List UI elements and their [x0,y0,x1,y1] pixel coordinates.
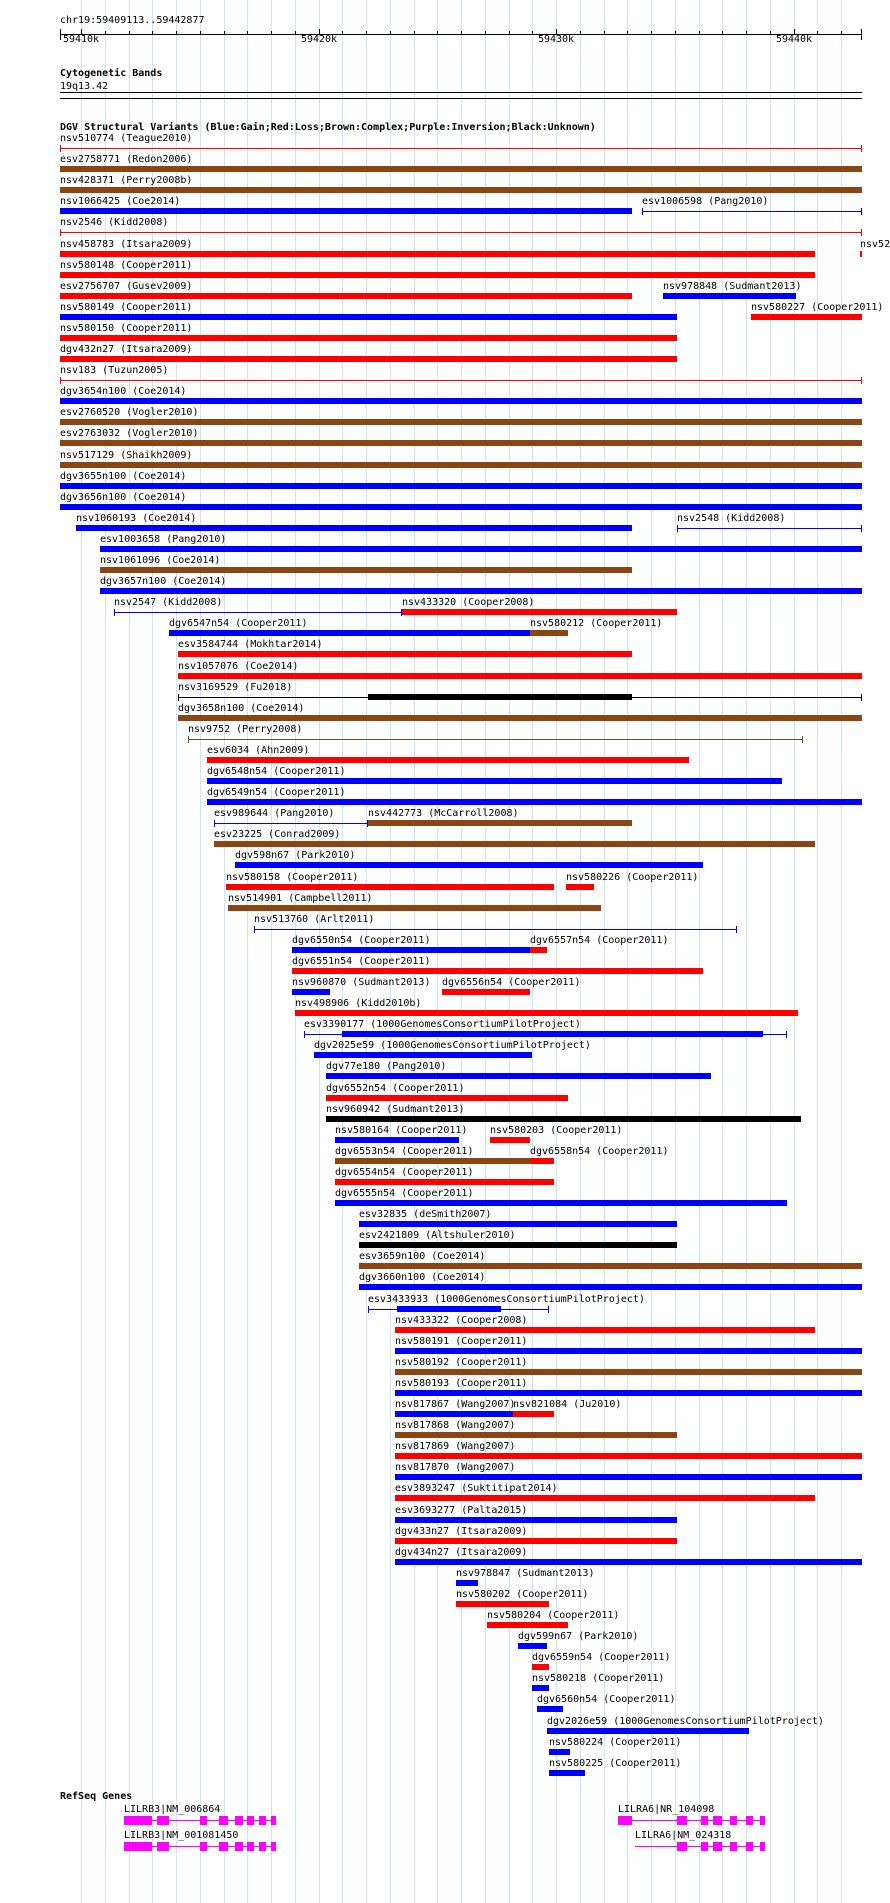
variant-label: nsv580226 (Cooper2011) [566,872,699,883]
variant-line[interactable] [214,823,368,824]
variant-bar[interactable] [490,1137,530,1143]
gene-exon[interactable] [271,1842,276,1851]
ruler-tick [247,31,248,35]
variant-label: dgv77e180 (Pang2010) [326,1061,447,1072]
variant-line[interactable] [677,528,862,529]
variant-bar[interactable] [532,1664,549,1670]
grid-line [247,0,248,1903]
variant-bar[interactable] [359,1263,862,1269]
variant-bar[interactable] [547,1728,749,1734]
variant-bar[interactable] [60,419,862,425]
ruler-tick [105,31,106,35]
variant-bar[interactable] [207,778,782,784]
ruler-tick [675,31,676,35]
gene-label[interactable]: LILRA6|NM_024318 [635,1830,732,1841]
variant-bar[interactable] [663,293,796,299]
variant-label: nsv580148 (Cooper2011) [60,260,193,271]
grid-line [817,0,818,1903]
variant-label: nsv2547 (Kidd2008) [114,597,223,608]
gene-exon[interactable] [219,1816,228,1825]
ruler-tick [509,31,510,35]
ruler-tick [295,31,296,35]
gene-exon[interactable] [124,1842,152,1851]
gene-exon[interactable] [746,1816,753,1825]
ruler-end-tick [60,29,61,40]
cytoband-line [60,92,862,93]
variant-line-end [861,145,862,152]
variant-bar[interactable] [169,630,530,636]
variant-label: esv2763032 (Vogler2010) [60,428,199,439]
gene-exon[interactable] [271,1816,276,1825]
gene-exon[interactable] [677,1842,687,1851]
variant-label: esv1006598 (Pang2010) [642,196,769,207]
gene-exon[interactable] [760,1842,765,1851]
variant-label: dgv6554n54 (Cooper2011) [335,1167,474,1178]
gene-exon[interactable] [730,1816,737,1825]
ruler-tick [699,31,700,35]
variant-bar[interactable] [530,947,547,953]
variant-label: nsv2546 (Kidd2008) [60,217,169,228]
gene-exon[interactable] [247,1842,254,1851]
variant-label: esv989644 (Pang2010) [214,808,335,819]
variant-label: nsv580218 (Cooper2011) [532,1673,665,1684]
variant-label: esv3659n100 (Coe2014) [359,1251,486,1262]
variant-bar[interactable] [456,1601,549,1607]
variant-bar[interactable] [292,989,330,995]
variant-label: esv23225 (Conrad2009) [214,829,341,840]
ruler-tick [627,31,628,35]
ruler-tick [580,31,581,35]
variant-line-end [642,208,643,215]
ruler-tick [437,31,438,35]
variant-bar[interactable] [228,905,601,911]
variant-label: nsv433320 (Cooper2008) [402,597,535,608]
variant-label: esv3390177 (1000GenomesConsortiumPilotProject) [304,1019,581,1030]
variant-label: dgv3657n100 (Coe2014) [100,576,227,587]
variant-label: dgv2026e59 (1000GenomesConsortiumPilotProject) [547,1716,824,1727]
variant-line-end [188,736,189,743]
variant-bar[interactable] [518,1643,547,1649]
variant-bar[interactable] [60,208,632,214]
variant-label: dgv6547n54 (Cooper2011) [169,618,308,629]
variant-bar[interactable] [549,1770,585,1776]
variant-label: dgv6551n54 (Cooper2011) [292,956,431,967]
variant-label: nsv1060193 (Coe2014) [76,513,197,524]
ruler-tick [746,31,747,35]
variant-line-end [861,694,862,701]
variant-bar[interactable] [530,1158,554,1164]
variant-bar[interactable] [395,1348,862,1354]
variant-label: esv3693277 (Palta2015) [395,1505,528,1516]
gene-label[interactable]: LILRB3|NM_001081450 [124,1830,239,1841]
variant-label: esv3584744 (Mokhtar2014) [178,639,323,650]
variant-line-end [114,609,115,616]
gene-exon[interactable] [157,1816,169,1825]
variant-bar[interactable] [335,1158,530,1164]
variant-bar[interactable] [178,651,632,657]
dgv-track-title: DGV Structural Variants (Blue:Gain;Red:Loss;Brown:Complex;Purple:Inversion;Black:Unknown) [60,122,596,133]
variant-label: nsv9752 (Perry2008) [188,724,303,735]
variant-line-end [861,229,862,236]
variant-label: dgv6560n54 (Cooper2011) [537,1694,676,1705]
variant-label: esv3433933 (1000GenomesConsortiumPilotProject) [368,1294,645,1305]
position-label: chr19:59409113..59442877 [60,15,205,26]
variant-bar[interactable] [402,609,677,615]
variant-label: nsv52 [860,239,890,250]
cytoband-line [60,98,862,99]
variant-bar[interactable] [395,1411,513,1417]
variant-label: nsv978848 (Sudmant2013) [663,281,802,292]
variant-label: dgv6557n54 (Cooper2011) [530,935,669,946]
variant-bar[interactable] [532,1685,549,1691]
variant-label: nsv513760 (Arlt2011) [254,914,375,925]
variant-bar[interactable] [60,314,677,320]
variant-bar[interactable] [178,673,862,679]
variant-line[interactable] [188,739,803,740]
grid-line [627,0,628,1903]
variant-bar[interactable] [487,1622,568,1628]
variant-bar[interactable] [368,820,632,826]
variant-label: esv2756707 (Gusev2009) [60,281,193,292]
gene-exon[interactable] [259,1816,266,1825]
variant-line[interactable] [642,211,862,212]
variant-line-end [861,525,862,532]
variant-bar[interactable] [751,314,862,320]
ruler-tick [390,31,391,35]
variant-label: nsv580158 (Cooper2011) [226,872,359,883]
ruler-tick-label: 59420k [300,34,338,45]
ruler-tick [461,31,462,35]
gene-exon[interactable] [247,1816,254,1825]
variant-label: dgv3654n100 (Coe2014) [60,386,187,397]
variant-bar[interactable] [178,715,862,721]
variant-bar[interactable] [326,1073,711,1079]
variant-line[interactable] [60,232,862,233]
variant-label: nsv1057076 (Coe2014) [178,661,299,672]
variant-line-end [60,145,61,152]
variant-label: dgv6552n54 (Cooper2011) [326,1083,465,1094]
variant-bar[interactable] [530,630,568,636]
variant-label: dgv3658n100 (Coe2014) [178,703,305,714]
variant-label: nsv960870 (Sudmant2013) [292,977,431,988]
variant-bar[interactable] [359,1242,677,1248]
variant-line-end [60,377,61,384]
variant-bar[interactable] [395,1453,862,1459]
variant-label: dgv2025e59 (1000GenomesConsortiumPilotProject) [314,1040,591,1051]
gene-exon[interactable] [701,1816,708,1825]
variant-label: esv3893247 (Suktitipat2014) [395,1483,558,1494]
variant-line-end [802,736,803,743]
variant-label: nsv498906 (Kidd2010b) [295,998,422,1009]
ruler-tick [532,31,533,35]
variant-label: nsv433322 (Cooper2008) [395,1315,528,1326]
variant-label: esv2758771 (Redon2006) [60,154,193,165]
variant-bar[interactable] [60,398,862,404]
variant-label: nsv580212 (Cooper2011) [530,618,663,629]
ruler-tick [152,31,153,35]
variant-bar[interactable] [292,947,530,953]
variant-line-end [178,694,179,701]
ruler-tick-label: 59430k [537,34,575,45]
variant-bar[interactable] [60,251,815,257]
variant-label: dgv6556n54 (Cooper2011) [442,977,581,988]
variant-label: dgv3655n100 (Coe2014) [60,471,187,482]
variant-bar[interactable] [60,462,862,468]
variant-bar[interactable] [442,989,530,995]
ruler-tick [342,31,343,35]
variant-bar[interactable] [100,546,862,552]
variant-bar[interactable] [60,335,677,341]
gene-exon[interactable] [259,1842,266,1851]
variant-label: esv6034 (Ahn2009) [207,745,310,756]
variant-line-end [786,1031,787,1038]
gene-exon[interactable] [677,1816,687,1825]
variant-line-end [304,1031,305,1038]
variant-bar[interactable] [60,483,862,489]
variant-bar[interactable] [456,1580,478,1586]
gene-label[interactable]: LILRB3|NM_006864 [124,1804,221,1815]
gene-label[interactable]: LILRA6|NR_104098 [618,1804,715,1815]
variant-label: nsv817870 (Wang2007) [395,1462,516,1473]
gene-exon[interactable] [157,1842,169,1851]
ruler-tick [224,31,225,35]
variant-bar[interactable] [314,1052,532,1058]
cytoband-label: 19q13.42 [60,81,109,92]
variant-label: nsv514901 (Campbell2011) [228,893,373,904]
variant-line[interactable] [114,612,402,613]
variant-line-end [214,820,215,827]
variant-line[interactable] [254,929,737,930]
variant-label: nsv580149 (Cooper2011) [60,302,193,313]
gene-exon[interactable] [124,1816,152,1825]
variant-label: nsv1066425 (Coe2014) [60,196,181,207]
gene-exon[interactable] [200,1842,207,1851]
variant-bar[interactable] [292,968,703,974]
variant-bar[interactable] [326,1116,801,1122]
variant-label: dgv6548n54 (Cooper2011) [207,766,346,777]
variant-label: nsv458783 (Itsara2009) [60,239,193,250]
variant-label: dgv434n27 (Itsara2009) [395,1547,528,1558]
variant-label: nsv580227 (Cooper2011) [751,302,884,313]
variant-label: nsv183 (Tuzun2005) [60,365,169,376]
variant-label: dgv6550n54 (Cooper2011) [292,935,431,946]
gene-intron-line [618,1820,765,1821]
variant-bar[interactable] [359,1221,677,1227]
variant-bar[interactable] [513,1411,554,1417]
variant-label: dgv6559n54 (Cooper2011) [532,1652,671,1663]
variant-line[interactable] [60,380,862,381]
variant-bar[interactable] [395,1474,862,1480]
variant-label: nsv428371 (Perry2008b) [60,175,193,186]
variant-bar[interactable] [100,567,632,573]
variant-bar[interactable] [359,1284,862,1290]
variant-bar[interactable] [76,525,632,531]
variant-bar[interactable] [335,1137,459,1143]
variant-bar[interactable] [60,166,862,172]
variant-label: nsv2548 (Kidd2008) [677,513,786,524]
variant-line-end [368,1306,369,1313]
ruler-tick [200,31,201,35]
variant-bar[interactable] [295,1010,798,1016]
gene-exon[interactable] [713,1842,722,1851]
ruler-tick-label: 59410k [62,34,100,45]
variant-label: nsv580150 (Cooper2011) [60,323,193,334]
variant-bar[interactable] [60,356,677,362]
variant-label: nsv580164 (Cooper2011) [335,1125,468,1136]
variant-label: nsv960942 (Sudmant2013) [326,1104,465,1115]
variant-label: dgv3660n100 (Coe2014) [359,1272,486,1283]
cytoband-track-title: Cytogenetic Bands [60,68,163,79]
variant-label: dgv432n27 (Itsara2009) [60,344,193,355]
variant-bar[interactable] [860,251,862,257]
variant-bar[interactable] [395,1327,815,1333]
ruler-tick [841,31,842,35]
variant-bar[interactable] [335,1179,554,1185]
gene-exon[interactable] [618,1816,632,1825]
gene-exon[interactable] [235,1816,243,1825]
variant-label: nsv517129 (Shaikh2009) [60,450,193,461]
variant-line-end [60,229,61,236]
variant-label: nsv580204 (Cooper2011) [487,1610,620,1621]
variant-label: nsv442773 (McCarroll2008) [368,808,519,819]
variant-bar[interactable] [60,187,862,193]
grid-line [200,0,201,1903]
variant-label: esv32835 (deSmith2007) [359,1209,492,1220]
ruler-tick [414,31,415,35]
variant-bar[interactable] [214,841,815,847]
variant-bar[interactable] [207,757,689,763]
variant-label: nsv580193 (Cooper2011) [395,1378,528,1389]
variant-label: esv2421809 (Altshuler2010) [359,1230,516,1241]
variant-label: dgv598n67 (Park2010) [235,850,356,861]
variant-line-end [861,208,862,215]
variant-label: nsv817867 (Wang2007) [395,1399,516,1410]
ruler-tick [366,31,367,35]
variant-bar[interactable] [395,1538,677,1544]
ruler-tick [485,31,486,35]
variant-label: nsv580225 (Cooper2011) [549,1758,682,1769]
variant-label: nsv978847 (Sudmant2013) [456,1568,595,1579]
variant-bar[interactable] [335,1200,787,1206]
variant-label: nsv1061096 (Coe2014) [100,555,221,566]
gene-exon[interactable] [746,1842,753,1851]
refseq-track-title: RefSeq Genes [60,1791,133,1802]
ruler-tick [176,31,177,35]
variant-bar[interactable] [395,1495,815,1501]
variant-bar[interactable] [60,504,862,510]
variant-line-end [861,377,862,384]
variant-label: dgv3656n100 (Coe2014) [60,492,187,503]
gene-exon[interactable] [730,1842,737,1851]
ruler-tick [604,31,605,35]
grid-line [841,0,842,1903]
ruler-tick [271,31,272,35]
grid-line [651,0,652,1903]
variant-label: dgv6549n54 (Cooper2011) [207,787,346,798]
variant-label: dgv6558n54 (Cooper2011) [530,1146,669,1157]
ruler-end-tick [861,29,862,40]
variant-bar[interactable] [397,1306,501,1312]
variant-bar[interactable] [395,1432,677,1438]
ruler-tick [651,31,652,35]
variant-label: dgv6553n54 (Cooper2011) [335,1146,474,1157]
gene-exon[interactable] [219,1842,228,1851]
ruler-tick [817,31,818,35]
gene-exon[interactable] [701,1842,708,1851]
variant-bar[interactable] [395,1390,862,1396]
ruler-tick [722,31,723,35]
variant-bar[interactable] [235,862,703,868]
variant-label: nsv817868 (Wang2007) [395,1420,516,1431]
variant-line-end [254,926,255,933]
variant-bar[interactable] [566,884,594,890]
variant-label: nsv821084 (Ju2010) [513,1399,622,1410]
variant-bar[interactable] [342,1031,763,1037]
gene-exon[interactable] [760,1816,765,1825]
variant-bar[interactable] [207,799,862,805]
gene-exon[interactable] [200,1816,207,1825]
variant-label: dgv599n67 (Park2010) [518,1631,639,1642]
variant-bar[interactable] [100,588,862,594]
variant-bar[interactable] [368,694,632,700]
variant-bar[interactable] [60,293,632,299]
variant-label: dgv433n27 (Itsara2009) [395,1526,528,1537]
gene-exon[interactable] [235,1842,243,1851]
variant-line[interactable] [60,148,862,149]
variant-label: nsv580202 (Cooper2011) [456,1589,589,1600]
variant-line-end [677,525,678,532]
ruler-tick [129,31,130,35]
variant-bar[interactable] [537,1706,563,1712]
ruler-tick-label: 59440k [775,34,813,45]
variant-label: nsv510774 (Teague2010) [60,133,193,144]
ruler-tick [770,31,771,35]
variant-line-end [736,926,737,933]
variant-label: dgv6555n54 (Cooper2011) [335,1188,474,1199]
variant-bar[interactable] [60,440,862,446]
grid-line [224,0,225,1903]
variant-bar[interactable] [549,1749,570,1755]
variant-bar[interactable] [326,1095,568,1101]
variant-label: nsv580203 (Cooper2011) [490,1125,623,1136]
variant-bar[interactable] [226,884,554,890]
variant-label: nsv580192 (Cooper2011) [395,1357,528,1368]
gene-exon[interactable] [713,1816,722,1825]
grid-line [271,0,272,1903]
variant-label: nsv3169529 (Fu2018) [178,682,293,693]
variant-label: esv2760520 (Vogler2010) [60,407,199,418]
variant-bar[interactable] [395,1369,862,1375]
variant-label: esv1003658 (Pang2010) [100,534,227,545]
variant-line-end [548,1306,549,1313]
variant-bar[interactable] [395,1559,862,1565]
variant-label: nsv580224 (Cooper2011) [549,1737,682,1748]
variant-bar[interactable] [395,1517,677,1523]
variant-label: nsv817869 (Wang2007) [395,1441,516,1452]
variant-label: nsv580191 (Cooper2011) [395,1336,528,1347]
variant-bar[interactable] [60,272,815,278]
